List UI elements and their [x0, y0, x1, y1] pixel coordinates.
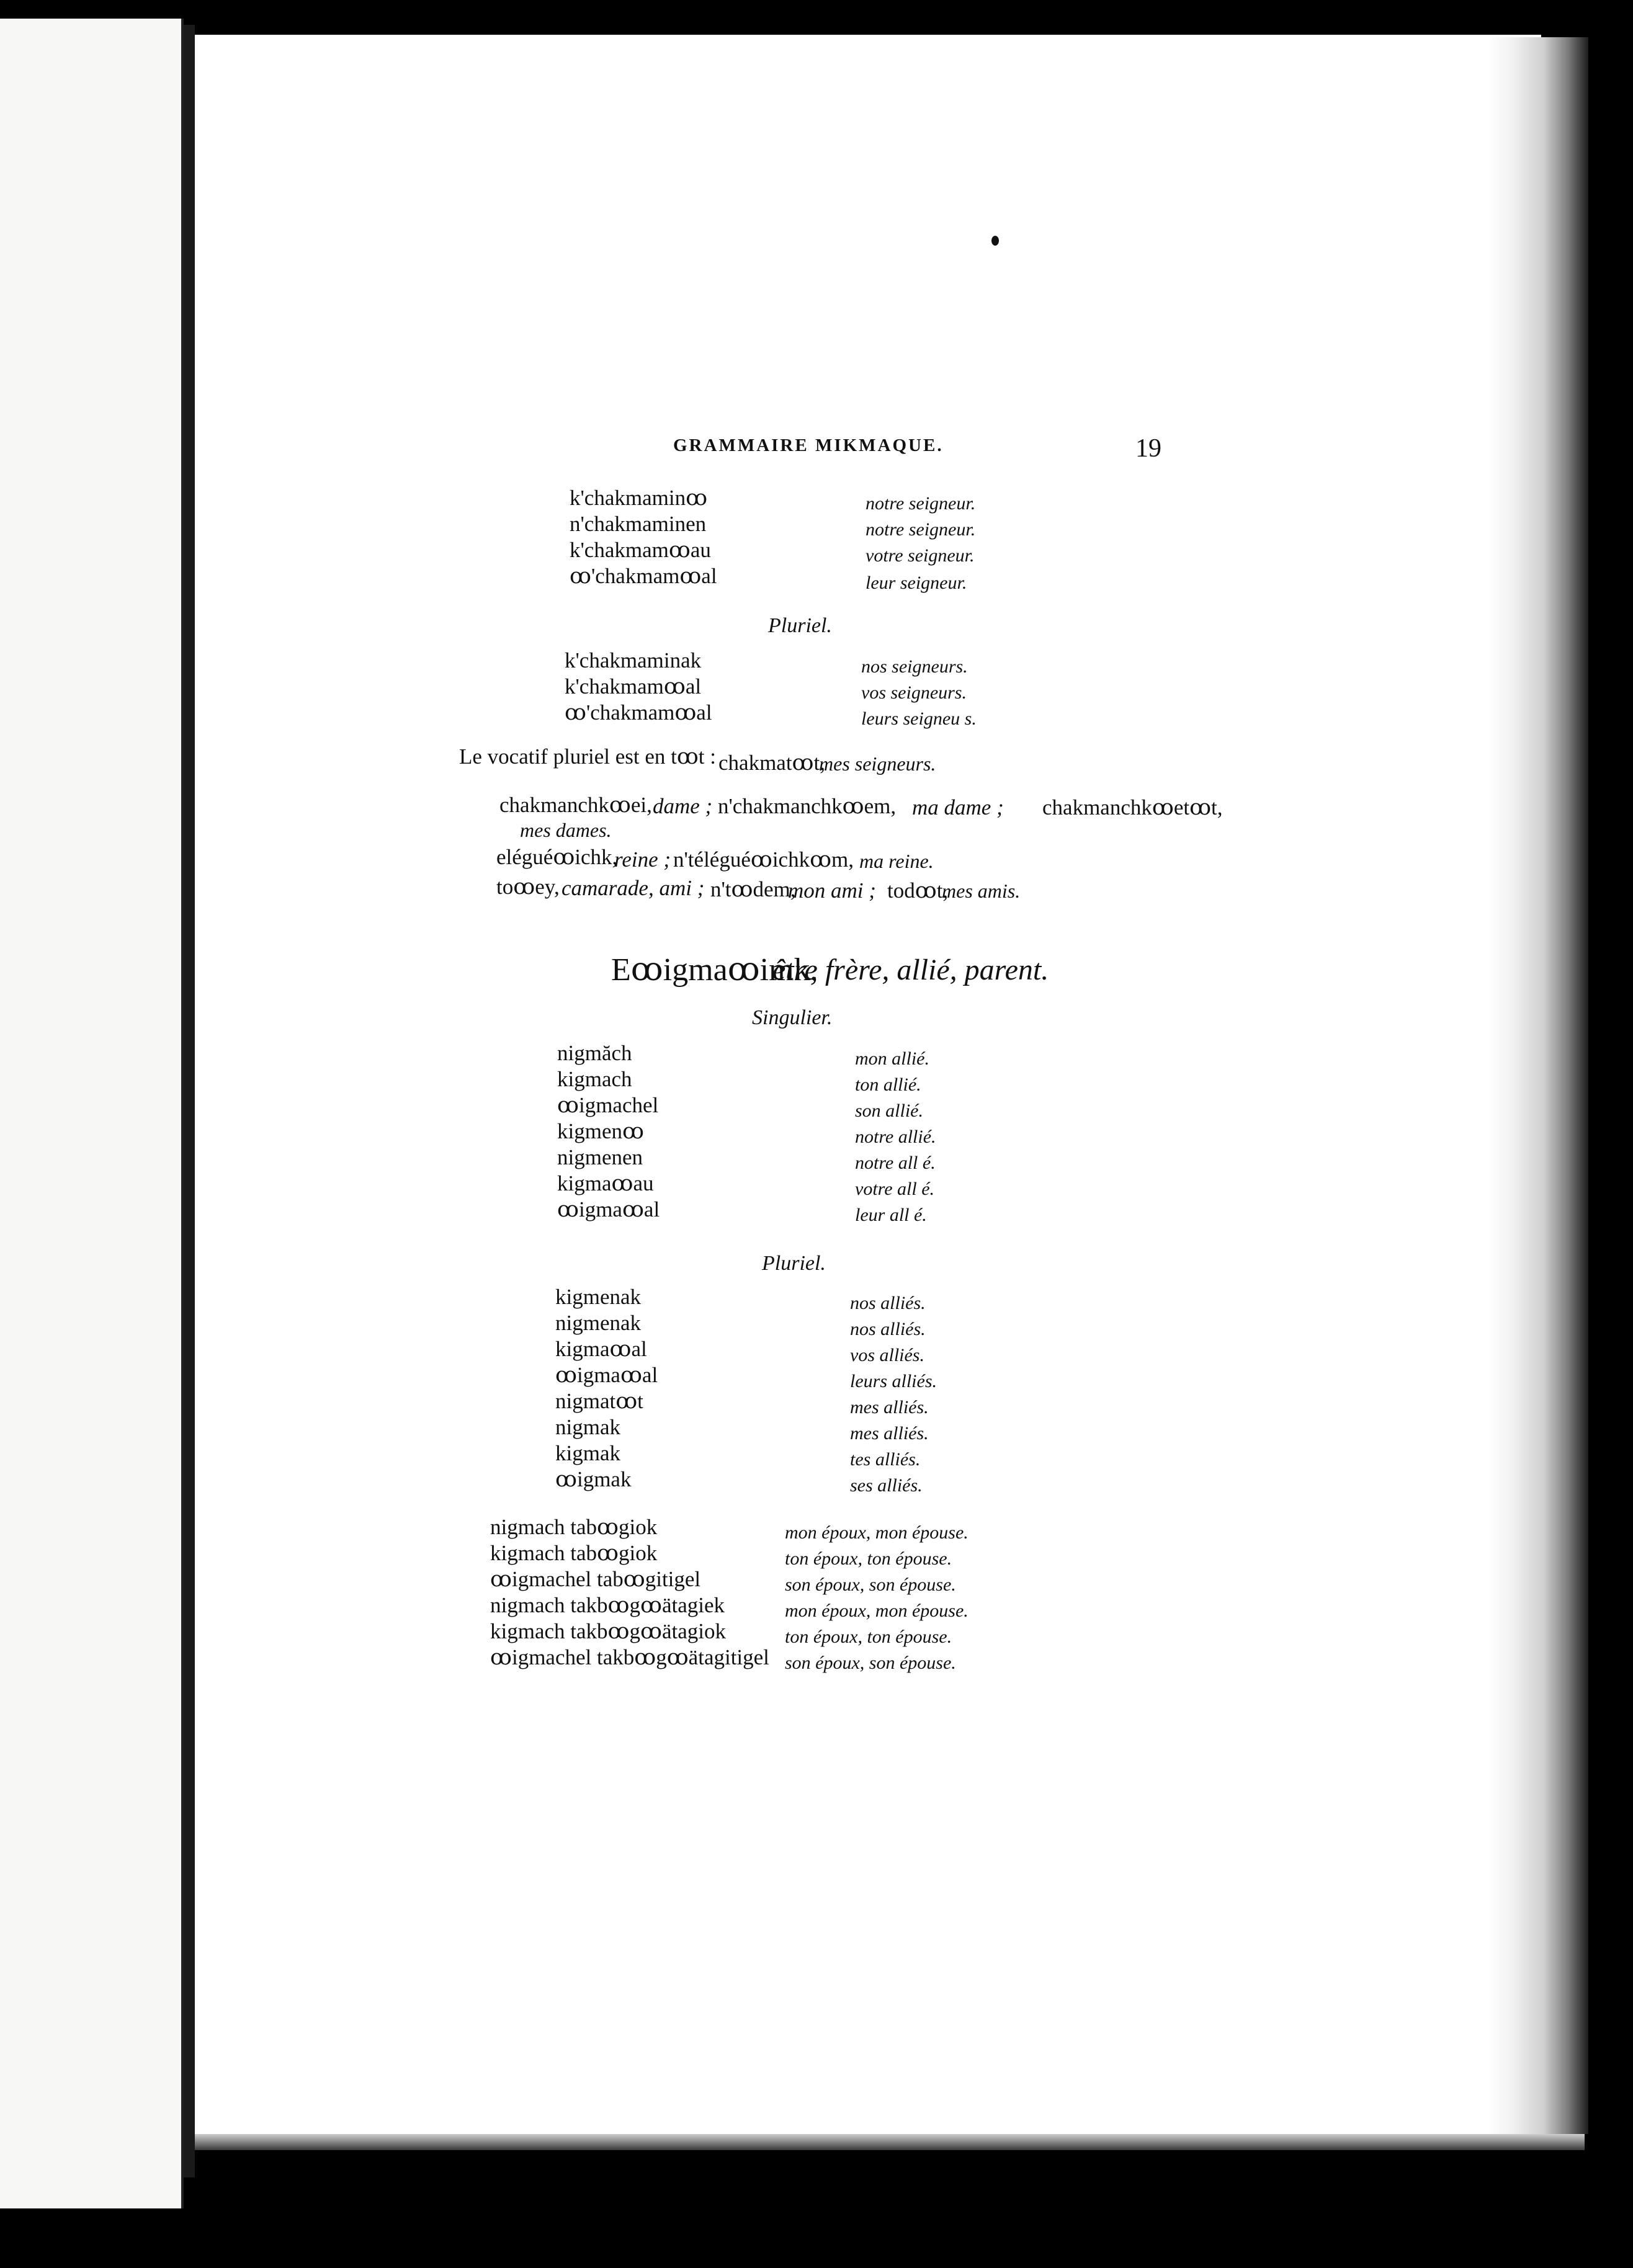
word: ꝏ'chakmamꝏal	[565, 700, 712, 725]
word: ꝏigmak	[555, 1467, 632, 1491]
word: k'chakmamꝏal	[565, 674, 702, 699]
gloss: nos alliés.	[850, 1319, 926, 1339]
example-gloss: camarade, ami ;	[561, 876, 705, 900]
gloss: leur seigneur.	[866, 573, 967, 593]
word: kigmach takbꝏgꝏätagiok	[490, 1619, 726, 1643]
ink-speck	[991, 236, 999, 246]
gloss: notre all é.	[855, 1153, 936, 1173]
word: k'chakmamꝏau	[570, 538, 711, 562]
example-word: toꝏey,	[496, 875, 560, 899]
section-heading-gloss: être frère, allié, parent.	[772, 953, 1049, 986]
word: nigmach tabꝏgiok	[490, 1515, 658, 1539]
gloss: tes alliés.	[850, 1449, 921, 1470]
word: nigmach takbꝏgꝏätagiek	[490, 1593, 725, 1617]
gloss: mes alliés.	[850, 1423, 929, 1444]
vocatif-gloss: mes seigneurs.	[819, 752, 936, 775]
gloss: nos alliés.	[850, 1293, 926, 1313]
word: ꝏigmachel	[557, 1093, 659, 1117]
gloss: leur all é.	[855, 1205, 927, 1225]
word: ꝏigmaꝏal	[555, 1363, 658, 1387]
word: kigmach tabꝏgiok	[490, 1541, 658, 1565]
word: nigmenen	[557, 1145, 643, 1169]
page-bottom-edge	[195, 2134, 1585, 2150]
plural-label: Pluriel.	[762, 1252, 826, 1275]
word: nigmenak	[555, 1311, 642, 1335]
singular-label: Singulier.	[752, 1006, 833, 1029]
word: kigmak	[555, 1441, 620, 1465]
page-number: 19	[1135, 434, 1161, 463]
word: ꝏigmaꝏal	[557, 1197, 660, 1221]
gloss: ton époux, ton épouse.	[785, 1548, 952, 1569]
example-word: n'téléguéꝏichkꝏm,	[673, 847, 854, 872]
word: n'chakmaminen	[570, 512, 707, 536]
word: kigmaꝏau	[557, 1171, 654, 1195]
word: kigmenꝏ	[557, 1119, 644, 1143]
example-gloss: ma dame ;	[912, 795, 1004, 819]
example-gloss: ma reine.	[859, 850, 934, 872]
gloss: mes alliés.	[850, 1397, 929, 1418]
word: k'chakmaminak	[565, 648, 702, 672]
word: ꝏ'chakmamꝏal	[570, 564, 717, 588]
gloss: votre seigneur.	[866, 545, 975, 566]
gloss: notre seigneur.	[866, 519, 976, 540]
example-word: chakmanchkꝏetꝏt,	[1042, 795, 1223, 819]
word: kigmaꝏal	[555, 1337, 647, 1361]
example-gloss: reine ;	[614, 847, 671, 872]
gloss: notre allié.	[855, 1127, 936, 1147]
word: k'chakmaminꝏ	[570, 486, 708, 510]
vocatif-word: chakmatꝏt,	[718, 751, 825, 775]
word: ꝏigmachel tabꝏgitigel	[490, 1567, 701, 1591]
gloss: mon époux, mon épouse.	[785, 1601, 969, 1621]
example-word: eléguéꝏichk,	[496, 845, 618, 869]
gloss: ton époux, ton épouse.	[785, 1627, 952, 1647]
gloss: nos seigneurs.	[861, 656, 968, 677]
word: kigmach	[557, 1067, 632, 1091]
word: kigmenak	[555, 1285, 642, 1309]
example-word: chakmanchkꝏei,	[499, 793, 652, 817]
example-gloss: dame ;	[653, 794, 713, 818]
page-edge-shadow	[1489, 37, 1588, 2134]
gloss: leurs alliés.	[850, 1371, 937, 1391]
left-page-leaf	[0, 19, 184, 2208]
section-heading-word: Eꝏigmaꝏimk,	[611, 952, 818, 988]
gloss: mon allié.	[855, 1048, 929, 1069]
gloss: vos seigneurs.	[861, 682, 967, 703]
plural-label: Pluriel.	[768, 614, 832, 637]
gloss: son époux, son épouse.	[785, 1574, 956, 1595]
gloss: ton allié.	[855, 1074, 921, 1095]
gloss: son époux, son épouse.	[785, 1653, 956, 1673]
binding-edge	[184, 25, 195, 2177]
gloss: vos alliés.	[850, 1345, 924, 1365]
gloss: leurs seigneu s.	[861, 708, 977, 729]
word: nigmak	[555, 1415, 620, 1439]
word: nigmăch	[557, 1041, 632, 1065]
example-gloss: mes amis.	[942, 880, 1021, 902]
gloss: mon époux, mon épouse.	[785, 1522, 969, 1543]
example-gloss: mes dames.	[520, 819, 612, 841]
example-word: todꝏt,	[887, 878, 949, 903]
gloss: son allié.	[855, 1101, 923, 1121]
word: nigmatꝏt	[555, 1389, 643, 1413]
running-title: GRAMMAIRE MIKMAQUE.	[673, 435, 944, 455]
word: ꝏigmachel takbꝏgꝏätagitigel	[490, 1645, 769, 1669]
gloss: ses alliés.	[850, 1475, 923, 1496]
example-word: n'chakmanchkꝏem,	[718, 794, 897, 818]
gloss: votre all é.	[855, 1179, 935, 1199]
example-gloss: mon ami ;	[788, 878, 876, 903]
gloss: notre seigneur.	[866, 493, 976, 514]
example-word: n'tꝏdem,	[710, 877, 796, 901]
vocatif-text: Le vocatif pluriel est en tꝏt :	[459, 744, 717, 769]
